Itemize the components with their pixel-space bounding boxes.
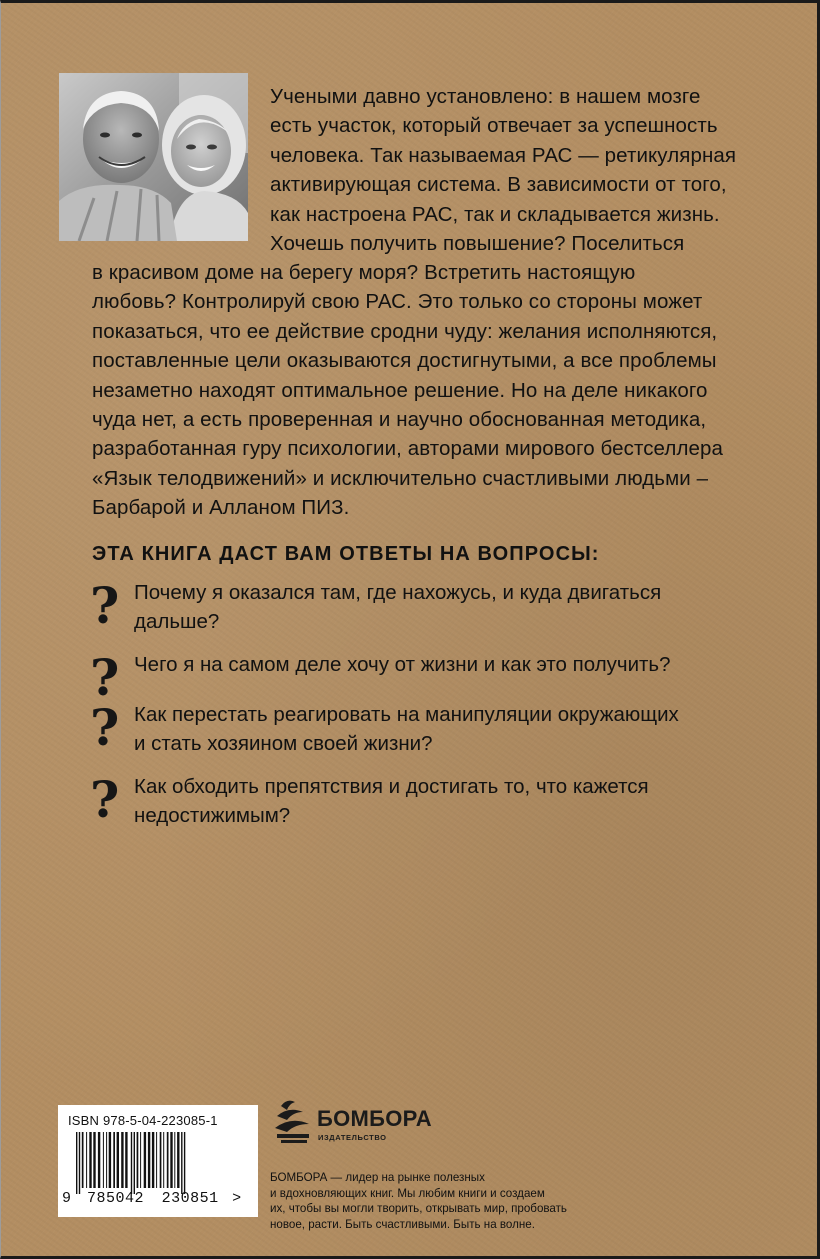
barcode-bar [76,1132,77,1194]
barcode-bar [125,1132,127,1188]
barcode-bar [177,1132,179,1188]
ean-arrow: > [232,1190,242,1207]
intro-line: любовь? Контролируй свою РАС. Это только со стороны может [92,290,703,314]
question-mark-icon: ? [90,648,120,707]
barcode-bar [89,1132,91,1188]
publisher-blurb-line: БОМБОРА — лидер на рынке полезных [270,1171,485,1184]
authors-photo [59,73,248,241]
barcode-bar [113,1132,115,1188]
question-item [90,578,770,640]
barcode-bar [117,1132,119,1188]
question-item [90,700,770,762]
barcode-bar [109,1132,111,1188]
ean-group-1: 785042 [87,1190,145,1207]
barcode-bar [106,1132,107,1188]
intro-line: разработанная гуру психологии, авторами мирового бестселлера [92,437,724,461]
publisher-blurb-line: их, чтобы вы могли творить, открывать мир, пробовать [270,1202,567,1215]
barcode-bar [184,1132,185,1194]
intro-paragraph-top [270,82,736,258]
intro-paragraph-bottom [92,258,723,523]
barcode-bar [148,1132,150,1188]
intro-line: Учеными давно установлено: в нашем мозге [270,85,701,108]
intro-line: показаться, что ее действие сродни чуду: желания исполняются, [92,319,718,343]
barcode-bar [181,1132,182,1194]
barcode-bar [174,1132,175,1188]
question-line: и стать хозяином своей жизни? [134,732,433,755]
barcode-bar [140,1132,141,1188]
isbn-label: ISBN 978-5-04-223085-1 [68,1113,218,1128]
barcode-bar [156,1132,157,1188]
publisher-blurb [270,1170,567,1232]
intro-line: незаметно находят оптимальное решение. Но на деле никакого [92,378,708,402]
intro-line: «Язык телодвижений» и исключительно счастливыми людьми – [92,466,709,490]
barcode-bar [121,1132,123,1188]
question-line: Почему я оказался там, где нахожусь, и куда двигаться [134,581,662,604]
barcode-bar [134,1132,135,1194]
question-line: Как обходить препятствия и достигать то, что кажется [134,775,649,798]
publisher-logo-subtitle: ИЗДАТЕЛЬСТВО [318,1133,387,1142]
barcode-bar [93,1132,95,1188]
barcode-bar [144,1132,146,1188]
intro-line: Барбарой и Алланом ПИЗ. [92,496,350,520]
intro-line: в красивом доме на берегу моря? Встретить настоящую [92,261,636,284]
ean-group-2: 230851 [161,1190,219,1207]
question-mark-icon: ? [90,770,120,829]
barcode-bar [86,1132,87,1188]
barcode-bar [170,1132,172,1188]
authors-photo-image [59,73,248,241]
question-item [90,772,770,834]
question-mark-icon: ? [90,576,120,635]
barcode-bar [131,1132,132,1194]
question-line: дальше? [134,610,220,633]
intro-line: чуда нет, а есть проверенная и научно обоснованная методика, [92,408,707,432]
publisher-logo-name: БОМБОРА [317,1106,432,1131]
intro-line: поставленные цели оказываются достигнутыми, а все проблемы [92,349,717,373]
question-item [90,648,770,707]
publisher-blurb-line: новое, расти. Быть счастливыми. Быть на волне. [270,1217,535,1231]
intro-line: Хочешь получить повышение? Поселиться [270,232,685,256]
barcode-bar [103,1132,104,1188]
barcode-bar [152,1132,154,1188]
questions-heading: ЭТА КНИГА ДАСТ ВАМ ОТВЕТЫ НА ВОПРОСЫ: [92,543,600,565]
question-line: Чего я на самом деле хочу от жизни и как это получить? [134,653,671,676]
intro-line: есть участок, который отвечает за успешность [270,114,718,138]
barcode-bar [82,1132,84,1188]
intro-line: активирующая система. В зависимости от того, [270,173,727,197]
barcode-bar [137,1132,139,1188]
barcode-bar [79,1132,80,1194]
question-line: недостижимым? [134,804,291,827]
barcode-bars [74,1132,244,1194]
publisher-blurb-line: и вдохновляющих книг. Мы любим книги и создаем [270,1186,545,1200]
question-line: Как перестать реагировать на манипуляции окружающих [134,703,679,726]
barcode-bar [160,1132,162,1188]
isbn-barcode [58,1105,258,1217]
intro-line: как настроена РАС, так и складывается жизнь. [270,202,720,226]
ean-digits [62,1190,256,1207]
barcode-bar [98,1132,100,1188]
barcode-bar [163,1132,164,1188]
intro-line: человека. Так называемая РАС — ретикулярная [270,143,737,167]
bombora-logo-icon [273,1098,313,1144]
ean-first-digit: 9 [62,1190,72,1207]
barcode-bar [167,1132,169,1188]
question-mark-icon: ? [90,698,120,757]
